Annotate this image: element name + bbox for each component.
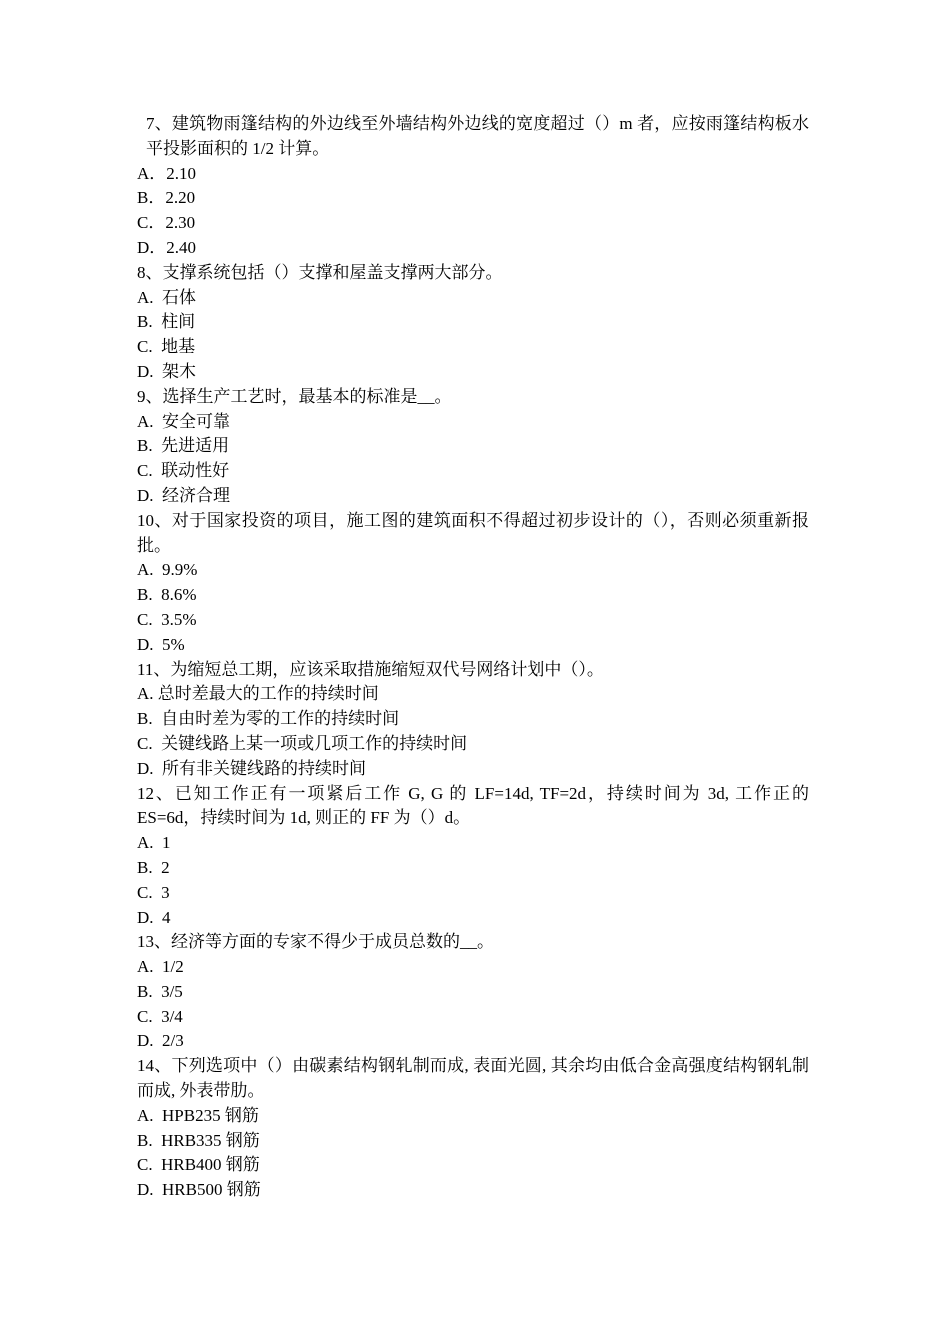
question-9-option-c: C. 联动性好: [137, 461, 230, 481]
question-10-stem: 10、对于国家投资的项目，施工图的建筑面积不得超过初步设计的（），否则必须重新报批。: [137, 510, 809, 555]
question-14-option-d: D. HRB500 钢筋: [137, 1180, 261, 1200]
question-13-option-c: C. 3/4: [137, 1006, 183, 1026]
question-12-option-d: D. 4: [137, 907, 171, 927]
question-7-option-b: B．2.20: [137, 188, 196, 208]
question-9-stem: 9、选择生产工艺时，最基本的标准是__。: [137, 386, 452, 406]
question-12-option-c: C. 3: [137, 882, 170, 902]
question-7-option-a: A．2.10: [137, 163, 197, 183]
question-13-option-b: B. 3/5: [137, 981, 183, 1001]
question-7-option-d: D．2.40: [137, 237, 197, 257]
question-10-option-d: D. 5%: [137, 634, 185, 654]
question-14-option-a: A. HPB235 钢筋: [137, 1105, 259, 1125]
question-8-option-a: A. 石体: [137, 287, 197, 307]
question-11-stem: 11、为缩短总工期，应该采取措施缩短双代号网络计划中（）。: [137, 659, 604, 679]
question-9-option-b: B. 先进适用: [137, 436, 230, 456]
question-10-option-b: B. 8.6%: [137, 585, 197, 605]
question-14-option-b: B. HRB335 钢筋: [137, 1130, 260, 1150]
question-9-option-d: D. 经济合理: [137, 485, 231, 505]
question-9-option-a: A. 安全可靠: [137, 411, 231, 431]
question-12-option-a: A. 1: [137, 833, 171, 853]
question-14-option-c: C. HRB400 钢筋: [137, 1155, 260, 1175]
question-11-option-c: C. 关键线路上某一项或几项工作的持续时间: [137, 733, 468, 753]
question-12-option-b: B. 2: [137, 857, 170, 877]
question-13-option-d: D. 2/3: [137, 1031, 184, 1051]
question-11-option-a: A. 总时差最大的工作的持续时间: [137, 684, 379, 704]
question-7-stem: 7、建筑物雨篷结构的外边线至外墙结构外边线的宽度超过（）m 者，应按雨篷结构板水平投影面积的 1/2 计算。: [146, 114, 809, 158]
question-11-option-d: D. 所有非关键线路的持续时间: [137, 758, 367, 778]
question-7-option-c: C．2.30: [137, 213, 196, 233]
question-11-option-b: B. 自由时差为零的工作的持续时间: [137, 709, 400, 729]
question-list: [137, 112, 809, 1203]
question-13-stem: 13、经济等方面的专家不得少于成员总数的__。: [137, 932, 494, 952]
question-8-stem: 8、支撑系统包括（）支撑和屋盖支撑两大部分。: [137, 262, 503, 282]
question-13-option-a: A. 1/2: [137, 957, 184, 977]
question-8-option-b: B. 柱间: [137, 312, 196, 332]
question-12-stem: 12、已知工作正有一项紧后工作 G, G 的 LF=14d, TF=2d，持续时间为 3d, 工作正的 ES=6d，持续时间为 1d, 则正的 FF 为（）d。: [137, 783, 809, 828]
question-8-option-c: C. 地基: [137, 337, 196, 357]
question-14-stem: 14、下列选项中（）由碳素结构钢轧制而成, 表面光圆, 其余均由低合金高强度结构钢轧制而成, 外表带肋。: [137, 1056, 809, 1101]
question-10-option-c: C. 3.5%: [137, 609, 197, 629]
question-8-option-d: D. 架木: [137, 361, 197, 381]
question-10-option-a: A. 9.9%: [137, 560, 198, 580]
